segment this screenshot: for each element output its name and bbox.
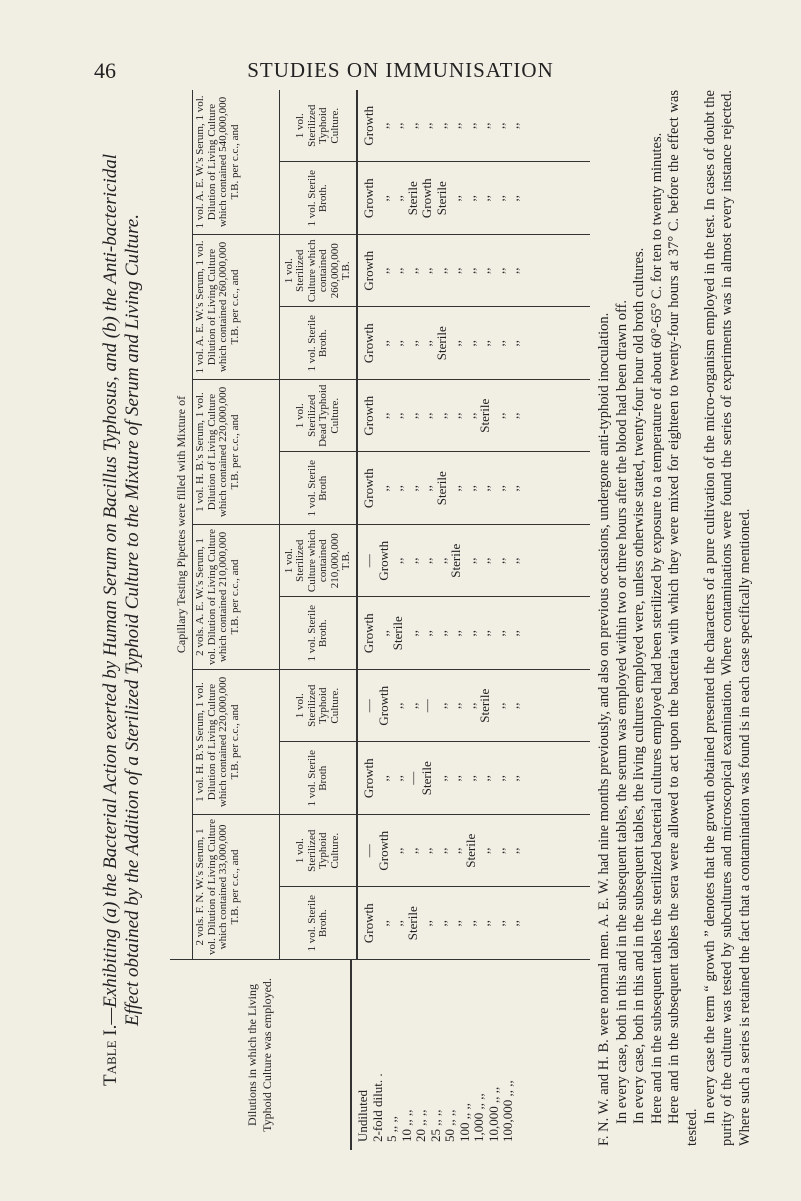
dilution-row-label: 2-fold dilut. . <box>369 1073 385 1142</box>
experiment-group <box>193 90 590 234</box>
result-cell: ,, <box>462 195 478 202</box>
result-cell: ,, <box>462 920 478 927</box>
result-cell: ,, <box>419 920 434 927</box>
result-column <box>358 90 590 162</box>
note-paragraph: Here and in the subsequent tables the sera were allowed to act upon the bacteria with which they were mixed for eighteen to twenty-four hours at 37° C. before the effect was tested. <box>666 90 700 1146</box>
result-cell: ,, <box>477 122 492 129</box>
result-cell: ,, <box>404 267 420 274</box>
sub-header: 1 vol. Sterilized Typhoid Culture. <box>294 684 341 727</box>
result-cell: Growth <box>375 830 391 871</box>
result-cell: ,, <box>419 630 434 637</box>
result-cell: Growth <box>361 323 376 364</box>
sub-header: 1 vol. Sterile Broth. <box>280 887 356 960</box>
sub-header: 1 vol. Sterilized Typhoid Culture. <box>294 104 341 147</box>
sub-header: 1 vol. Sterile Broth. <box>280 162 356 235</box>
result-cell: ,, <box>404 340 420 347</box>
note-paragraph: In every case the term “ growth ” denotes that the growth obtained presented the characters of a pure cultivation of the micro-organism employed in the test. In cases of doubt the purity of the culture was tested by subcultures and microscopical examination. Where contaminations were found the series of experiments was in almost every instance rejected. Where such a series is retained the fact that a contamination was found is in each case specifically mentioned. <box>701 90 753 1146</box>
result-column <box>358 307 590 380</box>
sub-header: 1 vol. Sterile Broth <box>280 742 356 815</box>
dilution-list <box>352 960 520 1150</box>
result-cell: Growth <box>361 250 376 291</box>
result-cell: Sterile <box>433 326 449 361</box>
result-cells <box>358 815 590 959</box>
result-cell: Sterile <box>404 181 420 216</box>
result-cell: ,, <box>390 340 405 347</box>
table-title-line-2: Effect obtained by the Addition of a Sterilized Typhoid Culture to the Mixture of Serum and Living Culture. <box>122 214 143 1026</box>
sub-header: 1 vol. Sterile Broth. <box>280 597 356 670</box>
note-paragraph: Here and in the subsequent tables the sterilized bacterial cultures employed had been sterilized by exposure to a temperature of about 60°-65° C. for ten to twenty minutes. <box>648 132 665 1124</box>
result-cell: — <box>361 554 376 568</box>
result-cell: ,, <box>462 412 478 419</box>
result-cell: ,, <box>404 557 420 564</box>
result-cell: ,, <box>462 557 478 564</box>
result-cell: ,, <box>433 702 449 709</box>
result-cell: ,, <box>491 267 507 274</box>
note-paragraph: F. N. W. and H. B. were normal men. A. E. W. had nine months previously, and also on previous occasions, undergone anti-typhoid inoculation. <box>596 312 612 1146</box>
page-header <box>0 0 801 96</box>
result-cell: ,, <box>404 485 420 492</box>
result-cell: ,, <box>491 195 507 202</box>
result-cell: ,, <box>506 340 521 347</box>
page-number: 46 <box>94 58 116 83</box>
sub-header: 1 vol. Sterilized Culture which contained 260,000,000 T.B. <box>282 239 352 303</box>
result-cell: ,, <box>390 702 405 709</box>
result-cell: ,, <box>491 775 507 782</box>
sub-headers <box>280 815 358 959</box>
result-cell: ,, <box>448 195 463 202</box>
result-cell: ,, <box>448 412 463 419</box>
result-cell: ,, <box>390 557 405 564</box>
result-cell: Growth <box>361 468 376 509</box>
result-cell: ,, <box>375 122 391 129</box>
result-cell: Growth <box>419 178 434 219</box>
capillary-caption: Capillary Testing Pipettes were filled with Mixture of <box>170 90 193 959</box>
experiment-group <box>193 669 590 814</box>
result-cell: Sterile <box>390 616 405 651</box>
result-cell: ,, <box>506 557 521 564</box>
result-cell: ,, <box>419 557 434 564</box>
result-cell: Growth <box>361 758 376 799</box>
result-cell: ,, <box>404 702 420 709</box>
result-cell: Sterile <box>404 906 420 941</box>
result-cell: Growth <box>361 105 376 146</box>
result-cell: ,, <box>506 412 521 419</box>
result-cell: — <box>361 844 376 858</box>
result-cell: ,, <box>419 340 434 347</box>
result-cell: ,, <box>375 412 391 419</box>
experiment-group <box>193 379 590 524</box>
rotated-page-content <box>100 90 760 1150</box>
result-cell: ,, <box>375 195 391 202</box>
dilution-row-label: 20 ,, ,, <box>413 1109 428 1142</box>
result-cell: ,, <box>375 920 391 927</box>
result-cell: Sterile <box>433 471 449 506</box>
result-cell: — <box>361 699 376 713</box>
result-cell: ,, <box>404 630 420 637</box>
dilution-row-label: 100,000 ,, ,, <box>500 1080 515 1142</box>
data-area <box>170 90 590 959</box>
result-cell: ,, <box>462 122 478 129</box>
result-column <box>358 525 590 597</box>
result-cell: ,, <box>448 122 463 129</box>
result-cell: ,, <box>477 630 492 637</box>
sub-headers <box>280 670 358 814</box>
group-description: 1 vol. A. E. W.'s Serum, 1 vol. Dilution of Living Culture which contained 540,000,000 T.B. per c.c., and <box>193 90 280 234</box>
result-column <box>358 597 590 670</box>
running-head: STUDIES ON IMMUNISATION <box>247 58 554 82</box>
result-cell: ,, <box>477 195 492 202</box>
stub-header: Dilutions in which the Living Typhoid Culture was employed. <box>170 960 352 1150</box>
result-cell: Sterile <box>477 688 492 723</box>
dilution-row-label: 5 ,, ,, <box>384 1116 399 1142</box>
result-cell: ,, <box>375 485 391 492</box>
result-cell: ,, <box>390 195 405 202</box>
dilution-row-label: 10 ,, ,, <box>398 1109 414 1142</box>
table-label: Table I. <box>100 1024 121 1087</box>
sub-header: 1 vol. Sterilized Culture which contained 210,000,000 T.B. <box>282 529 352 593</box>
sub-headers <box>280 90 358 234</box>
result-cell: ,, <box>433 557 449 564</box>
result-cell: ,, <box>477 340 492 347</box>
result-cell: ,, <box>506 920 521 927</box>
result-cell: ,, <box>462 485 478 492</box>
experiment-group <box>193 524 590 669</box>
footnotes <box>596 90 754 1150</box>
group-description: 1 vol. H. B.'s Serum, 1 vol. Dilution of Living Culture which contained 220,000,000 T.B. per c.c., and <box>193 670 280 814</box>
result-cell: Sterile <box>448 543 463 578</box>
result-cell: ,, <box>433 847 449 854</box>
result-cell: ,, <box>491 485 507 492</box>
result-cell: ,, <box>491 702 507 709</box>
result-cell: ,, <box>419 847 434 854</box>
dilution-row-label: 50 ,, ,, <box>442 1109 457 1142</box>
result-cell: Sterile <box>419 761 434 796</box>
result-cell: ,, <box>462 340 478 347</box>
result-cell: ,, <box>433 630 449 637</box>
result-cell: ,, <box>375 340 391 347</box>
note-paragraph: In every case, both in this and in the subsequent tables, the living cultures employed were, unless otherwise stated, twenty-four hour old broth cultures. <box>631 247 648 1124</box>
dilution-row-label: Undiluted <box>355 1090 370 1142</box>
result-cell: ,, <box>433 920 449 927</box>
result-cell: ,, <box>390 920 405 927</box>
result-cell: ,, <box>506 702 521 709</box>
result-cell: ,, <box>433 267 449 274</box>
sub-headers <box>280 235 358 379</box>
result-cell: ,, <box>448 920 463 927</box>
sub-headers <box>280 525 358 669</box>
result-cell: ,, <box>477 485 492 492</box>
table-title-line-1: —Exhibiting (a) the Bacterial Action exerted by Human Serum on Bacillus Typhosus, and (b) the Anti-bactericidal <box>100 153 121 1025</box>
result-column <box>358 887 590 960</box>
result-cell: Sterile <box>462 833 478 868</box>
result-cell: ,, <box>462 630 478 637</box>
result-cell: ,, <box>491 920 507 927</box>
group-description: 2 vols. F. N. W.'s Serum, 1 vol. Dilution of Living Culture which contained 33,000,000 T.B. per c.c., and <box>193 815 280 959</box>
table-title <box>100 90 170 1150</box>
result-cell: ,, <box>390 122 405 129</box>
result-cell: ,, <box>404 412 420 419</box>
result-cell: Growth <box>361 395 376 436</box>
result-cell: ,, <box>462 267 478 274</box>
result-cell: ,, <box>448 485 463 492</box>
result-cell: ,, <box>462 775 478 782</box>
result-cell: — <box>419 699 434 713</box>
result-cell: Growth <box>361 903 376 944</box>
result-cell: ,, <box>477 775 492 782</box>
result-cell: Growth <box>375 540 391 581</box>
sub-header: 1 vol. Sterile Broth <box>280 452 356 525</box>
result-cell: Growth <box>375 685 391 726</box>
results-table <box>170 90 590 1150</box>
result-cell: ,, <box>419 267 434 274</box>
result-cells <box>358 90 590 234</box>
group-description: 2 vols. A. E. W.'s Serum, 1 vol. Dilution of Living Culture which contained 210,000,000 T.B. per c.c., and <box>193 525 280 669</box>
result-cell: ,, <box>390 485 405 492</box>
result-column <box>358 742 590 815</box>
result-cell: ,, <box>477 557 492 564</box>
experiment-group <box>193 234 590 379</box>
result-cell: ,, <box>448 775 463 782</box>
result-cell: ,, <box>491 412 507 419</box>
result-cell: ,, <box>491 557 507 564</box>
result-cell: ,, <box>404 847 420 854</box>
result-column <box>358 235 590 307</box>
result-cell: ,, <box>419 485 434 492</box>
result-cell: ,, <box>491 122 507 129</box>
result-cell: ,, <box>433 412 449 419</box>
result-cell: — <box>404 771 420 785</box>
result-cells <box>358 670 590 814</box>
result-cells <box>358 525 590 669</box>
result-cell: ,, <box>448 702 463 709</box>
sub-header: 1 vol. Sterilized Dead Typhoid Culture. <box>294 384 341 447</box>
sub-header: 1 vol. Sterile Broth. <box>280 307 356 380</box>
dilution-row-label: 25 ,, ,, <box>427 1109 443 1142</box>
result-cell: ,, <box>506 485 521 492</box>
result-cell: Growth <box>361 178 376 219</box>
result-cell: ,, <box>506 195 521 202</box>
result-cells <box>358 235 590 379</box>
result-cell: ,, <box>506 267 521 274</box>
result-cell: ,, <box>390 267 405 274</box>
result-cell: ,, <box>433 775 449 782</box>
dilution-row-label: 10,000 ,, ,, <box>485 1086 501 1142</box>
result-cell: Sterile <box>477 398 492 433</box>
result-cell: ,, <box>390 847 405 854</box>
result-cell: ,, <box>477 267 492 274</box>
result-cell: ,, <box>462 702 478 709</box>
result-cell: ,, <box>491 340 507 347</box>
result-cell: ,, <box>506 630 521 637</box>
result-cell: ,, <box>477 920 492 927</box>
result-cell: ,, <box>506 122 521 129</box>
result-cell: Sterile <box>433 181 449 216</box>
dilution-row-label: 1,000 ,, ,, <box>471 1093 486 1142</box>
result-cell: Growth <box>361 613 376 654</box>
result-column <box>358 452 590 525</box>
result-cell: ,, <box>390 775 405 782</box>
result-cells <box>358 380 590 524</box>
result-cell: ,, <box>491 630 507 637</box>
result-cell: ,, <box>419 412 434 419</box>
result-cell: ,, <box>491 847 507 854</box>
result-cell: ,, <box>404 122 420 129</box>
result-cell: ,, <box>506 775 521 782</box>
result-cell: ,, <box>477 847 492 854</box>
result-cell: ,, <box>448 340 463 347</box>
dilution-row-label: 100 ,, ,, <box>456 1103 472 1142</box>
sub-headers <box>280 380 358 524</box>
result-cell: ,, <box>419 122 434 129</box>
group-description: 1 vol. A. E. W.'s Serum, 1 vol. Dilution of Living Culture which contained 260,000,000 T.B. per c.c., and <box>193 235 280 379</box>
result-cell: ,, <box>448 267 463 274</box>
result-cell: ,, <box>375 630 391 637</box>
note-paragraph: In every case, both in this and in the subsequent tables, the serum was employed within two or three hours after the blood had been drawn off. <box>613 299 630 1124</box>
sub-header: 1 vol. Sterilized Typhoid Culture. <box>294 829 341 872</box>
result-cell: ,, <box>433 122 449 129</box>
result-cell: ,, <box>448 630 463 637</box>
experiment-groups <box>193 90 590 959</box>
result-column <box>358 162 590 235</box>
result-cell: ,, <box>375 267 391 274</box>
result-cell: ,, <box>390 412 405 419</box>
result-column <box>358 815 590 887</box>
result-cell: ,, <box>506 847 521 854</box>
result-cell: ,, <box>375 775 391 782</box>
dilution-stub-column <box>170 959 590 1150</box>
result-column <box>358 670 590 742</box>
experiment-group <box>193 814 590 959</box>
result-cell: ,, <box>448 847 463 854</box>
group-description: 1 vol. H. B.'s Serum, 1 vol. Dilution of Living Culture which contained 220,000,000 T.B. per c.c., and <box>193 380 280 524</box>
result-column <box>358 380 590 452</box>
